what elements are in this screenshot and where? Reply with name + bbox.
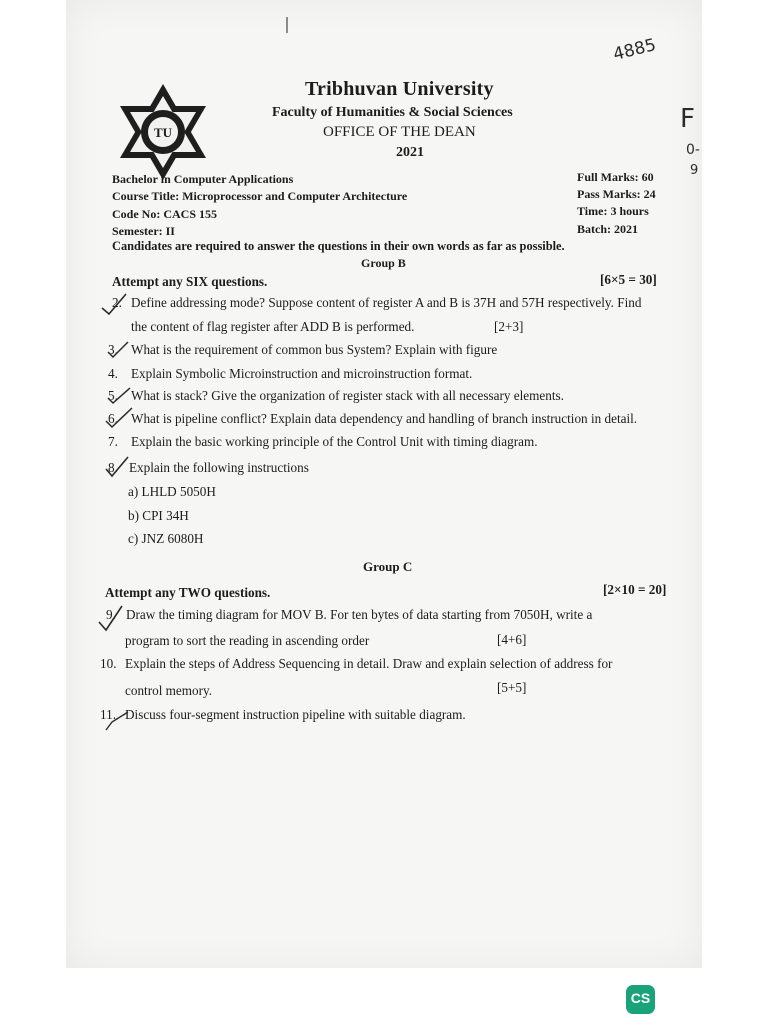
- general-instructions: Candidates are required to answer the questions in their own words as far as possible.: [112, 239, 565, 253]
- full-marks: Full Marks: 60: [577, 170, 654, 184]
- question-text-continued: program to sort the reading in ascending order: [125, 633, 370, 648]
- question-text: What is the requirement of common bus System? Explain with figure: [131, 342, 498, 357]
- university-logo: [113, 82, 213, 182]
- handwritten-mark: 9: [690, 163, 699, 178]
- university-name: Tribhuvan University: [305, 78, 494, 100]
- handwritten-mark: 0-: [686, 142, 700, 158]
- question-number: 2.: [112, 295, 122, 310]
- handwritten-letter: F: [680, 104, 695, 134]
- question-text: Draw the timing diagram for MOV B. For ten bytes of data starting from 7050H, write a: [126, 607, 593, 622]
- group-c-marks: [2×10 = 20]: [603, 582, 667, 597]
- pen-tick-mark: [106, 386, 132, 406]
- question-number: 8.: [108, 460, 118, 475]
- pen-tick-mark: [104, 455, 130, 479]
- question-marks: [4+6]: [497, 632, 527, 647]
- sub-question: c) JNZ 6080H: [128, 531, 204, 546]
- question-number: 10.: [100, 656, 117, 671]
- group-c-attempt: Attempt any TWO questions.: [105, 585, 271, 600]
- group-b-marks: [6×5 = 30]: [600, 272, 657, 287]
- time-allowed: Time: 3 hours: [577, 204, 649, 218]
- course-title: Course Title: Microprocessor and Computer Architecture: [112, 189, 408, 203]
- question-text: Explain Symbolic Microinstruction and microinstruction format.: [131, 366, 473, 381]
- pen-tick-mark: [96, 604, 124, 632]
- question-number: 7.: [108, 434, 118, 449]
- pass-marks: Pass Marks: 24: [577, 187, 656, 201]
- scanner-logo-text: CS: [630, 990, 651, 1006]
- question-number: 5.: [108, 388, 118, 403]
- question-text: What is pipeline conflict? Explain data dependency and handling of branch instruction in detail.: [131, 411, 638, 426]
- question-text: Explain the basic working principle of the Control Unit with timing diagram.: [131, 434, 538, 449]
- pen-stroke: [284, 16, 290, 34]
- group-b-title: Group B: [361, 256, 406, 270]
- logo-text: TU: [153, 125, 173, 140]
- program-name: Bachelor in Computer Applications: [112, 172, 294, 186]
- question-marks: [5+5]: [497, 680, 527, 695]
- handwritten-number: 4885: [611, 35, 659, 65]
- sub-question: b) CPI 34H: [128, 508, 189, 523]
- pen-tick-mark: [104, 406, 134, 430]
- question-text: What is stack? Give the organization of register stack with all necessary elements.: [131, 388, 564, 403]
- question-text: Explain the following instructions: [129, 460, 309, 475]
- batch: Batch: 2021: [577, 222, 638, 236]
- question-text-continued: control memory.: [125, 683, 213, 698]
- exam-year: 2021: [396, 145, 424, 160]
- question-text: Explain the steps of Address Sequencing in detail. Draw and explain selection of address for: [125, 656, 613, 671]
- question-text-continued: the content of flag register after ADD B is performed.: [131, 319, 415, 334]
- faculty-name: Faculty of Humanities & Social Sciences: [272, 105, 513, 120]
- sub-question: a) LHLD 5050H: [128, 484, 216, 499]
- question-text: Discuss four-segment instruction pipeline with suitable diagram.: [125, 707, 466, 722]
- question-number: 3.: [108, 342, 118, 357]
- question-number: 4.: [108, 366, 118, 381]
- question-marks: [2+3]: [494, 319, 524, 334]
- question-number: 11.: [100, 707, 116, 722]
- pen-tick-mark: [100, 292, 130, 318]
- scanner-app-logo: [626, 985, 655, 1014]
- question-number: 6.: [108, 411, 118, 426]
- pen-tick-mark: [106, 340, 130, 360]
- group-b-attempt: Attempt any SIX questions.: [112, 274, 268, 289]
- group-c-title: Group C: [363, 559, 413, 574]
- office-name: OFFICE OF THE DEAN: [323, 124, 476, 140]
- question-text: Define addressing mode? Suppose content of register A and B is 37H and 57H respectively. Find: [131, 295, 642, 310]
- semester: Semester: II: [112, 224, 175, 238]
- question-number: 9.: [106, 607, 116, 622]
- pen-tick-mark: [104, 708, 130, 732]
- course-code: Code No: CACS 155: [112, 207, 217, 221]
